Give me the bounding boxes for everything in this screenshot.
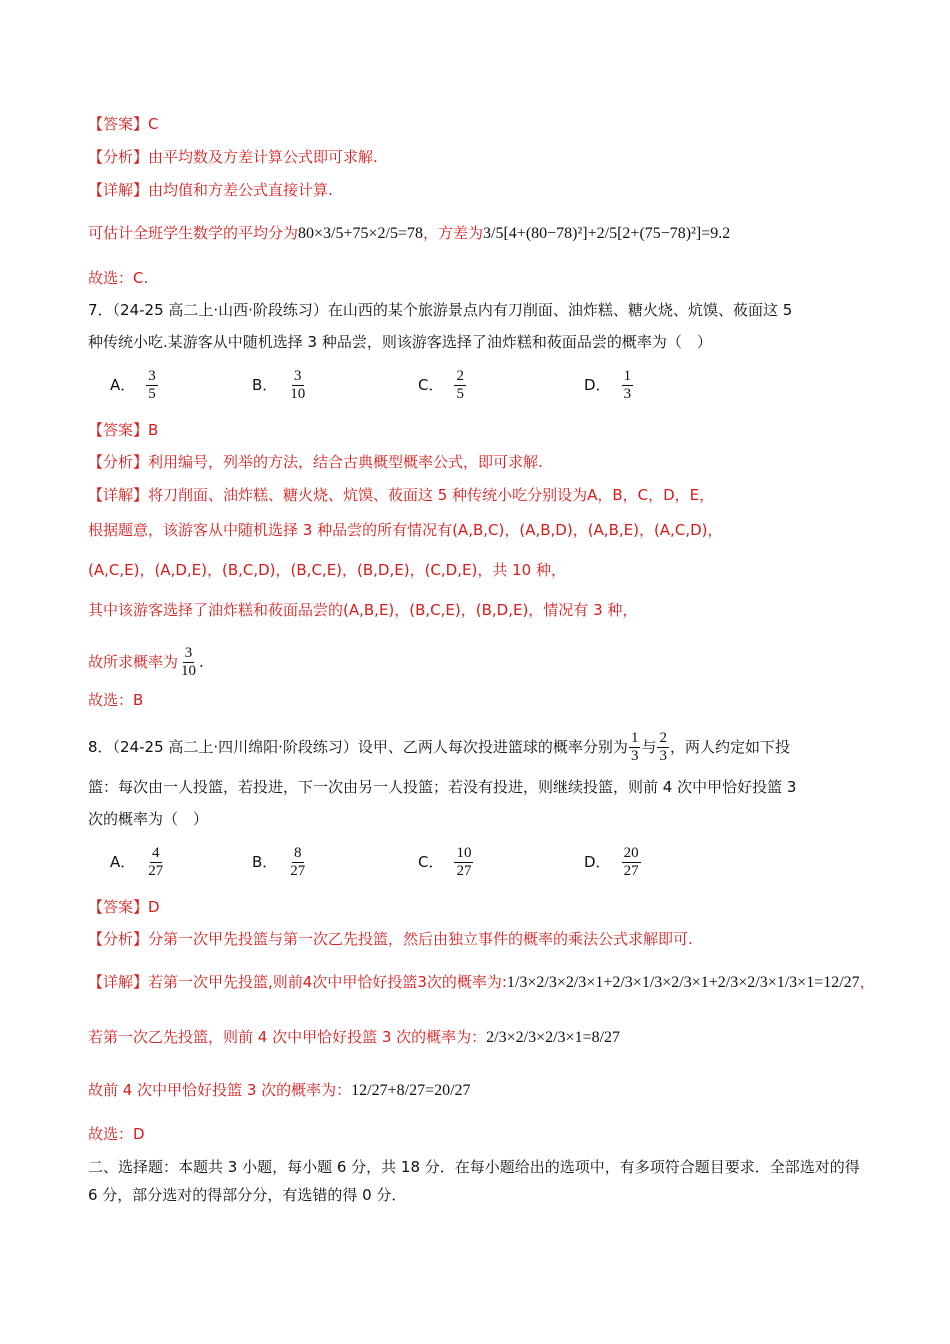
q7-option-b: B． $\frac{3}{10}$: [252, 368, 306, 402]
q7-detail: 【详解】将刀削面、油炸糕、糖火烧、炕馍、莜面这 5 种传统小吃分别设为A，B，C，D，E，: [88, 486, 715, 504]
q6-choice: 故选：C.: [88, 269, 149, 287]
q8-option-b: B． $\frac{8}{27}$: [252, 845, 306, 879]
q7-option-c: C． $\frac{2}{5}$: [418, 368, 464, 402]
q8-stem-line1: 8．（24-25 高二上·四川绵阳·阶段练习）设甲、乙两人每次投进篮球的概率分别为 $\frac{1}{3}$ 与 $\frac{2}{3}$ ，两人约定如下投: [88, 730, 790, 764]
q7-option-d: D． $\frac{1}{3}$: [584, 368, 632, 402]
q7-answer: 【答案】B: [88, 421, 159, 439]
q7-analysis: 【分析】利用编号，列举的方法，结合古典概型概率公式，即可求解.: [88, 453, 543, 471]
q8-choice: 故选：D: [88, 1125, 145, 1143]
q6-calc-prefix: 可估计全班学生数学的平均分为: [88, 224, 299, 242]
q8-analysis: 【分析】分第一次甲先投篮与第一次乙先投篮，然后由独立事件的概率的乘法公式求解即可.: [88, 930, 693, 948]
q7-choice: 故选：B: [88, 691, 144, 709]
q7-cases-line2: (A,C,E)，(A,D,E)，(B,C,D)，(B,C,E)，(B,D,E)，(C,D,E)，共 10 种，: [88, 561, 566, 579]
q6-calc-mean: 80×3/5+75×2/5=78: [298, 225, 423, 242]
q8-detail-case1: 【详解】若第一次甲先投篮,则前4次中甲恰好投篮3次的概率为:1/3×2/3×2/3×1+2/3×1/3×2/3×1+2/3×2/3×1/3×1=12/27，: [88, 973, 875, 991]
q8-stem-line2: 篮：每次由一人投篮，若投进，下一次由另一人投篮；若没有投进，则继续投篮，则前 4 次中甲恰好投篮 3: [88, 778, 797, 796]
q6-answer: 【答案】C: [88, 115, 159, 133]
q8-answer: 【答案】D: [88, 898, 160, 916]
q6-detail: 【详解】由均值和方差公式直接计算.: [88, 181, 333, 199]
q7-stem-line1: 7．（24-25 高二上·山西·阶段练习）在山西的某个旅游景点内有刀削面、油炸糕、糖火烧、炕馍、莜面这 5: [88, 301, 793, 319]
q6-calc-mid: ，方差为: [423, 224, 484, 242]
q7-favorable: 其中该游客选择了油炸糕和莜面品尝的(A,B,E)，(B,C,E)，(B,D,E)，情况有 3 种，: [88, 601, 638, 619]
q8-option-c: C． $\frac{10}{27}$: [418, 845, 472, 879]
q8-option-d: D． $\frac{20}{27}$: [584, 845, 639, 879]
q6-analysis: 【分析】由平均数及方差计算公式即可求解.: [88, 148, 378, 166]
q6-calculation: [88, 223, 730, 244]
q8-detail-case2: 若第一次乙先投篮，则前 4 次中甲恰好投篮 3 次的概率为：2/3×2/3×2/3×1=8/27: [88, 1028, 621, 1046]
q7-stem-line2: 种传统小吃.某游客从中随机选择 3 种品尝，则该游客选择了油炸糕和莜面品尝的概率为（ ）: [88, 333, 712, 351]
q6-calc-variance: 3/5[4+(80−78)²]+2/5[2+(75−78)²]=9.2: [483, 225, 731, 242]
q8-stem-line3: 次的概率为（ ）: [88, 810, 209, 828]
q8-total: 故前 4 次中甲恰好投篮 3 次的概率为：12/27+8/27=20/27: [88, 1081, 471, 1099]
q7-cases-line1: 根据题意，该游客从中随机选择 3 种品尝的所有情况有(A,B,C)，(A,B,D)，(A,B,E)，(A,C,D)，: [88, 521, 723, 539]
q8-option-a: A． $\frac{4}{27}$: [110, 845, 164, 879]
q7-option-a: A． $\frac{3}{5}$: [110, 368, 156, 402]
section-2-instructions: 二、选择题：本题共 3 小题，每小题 6 分，共 18 分．在每小题给出的选项中，有多项符合题目要求．全部选对的得 6 分，部分选对的得部分分，有选错的得 0 分．: [88, 1158, 860, 1204]
q7-result: 故所求概率为 $\frac{3}{10}$ .: [88, 645, 204, 679]
